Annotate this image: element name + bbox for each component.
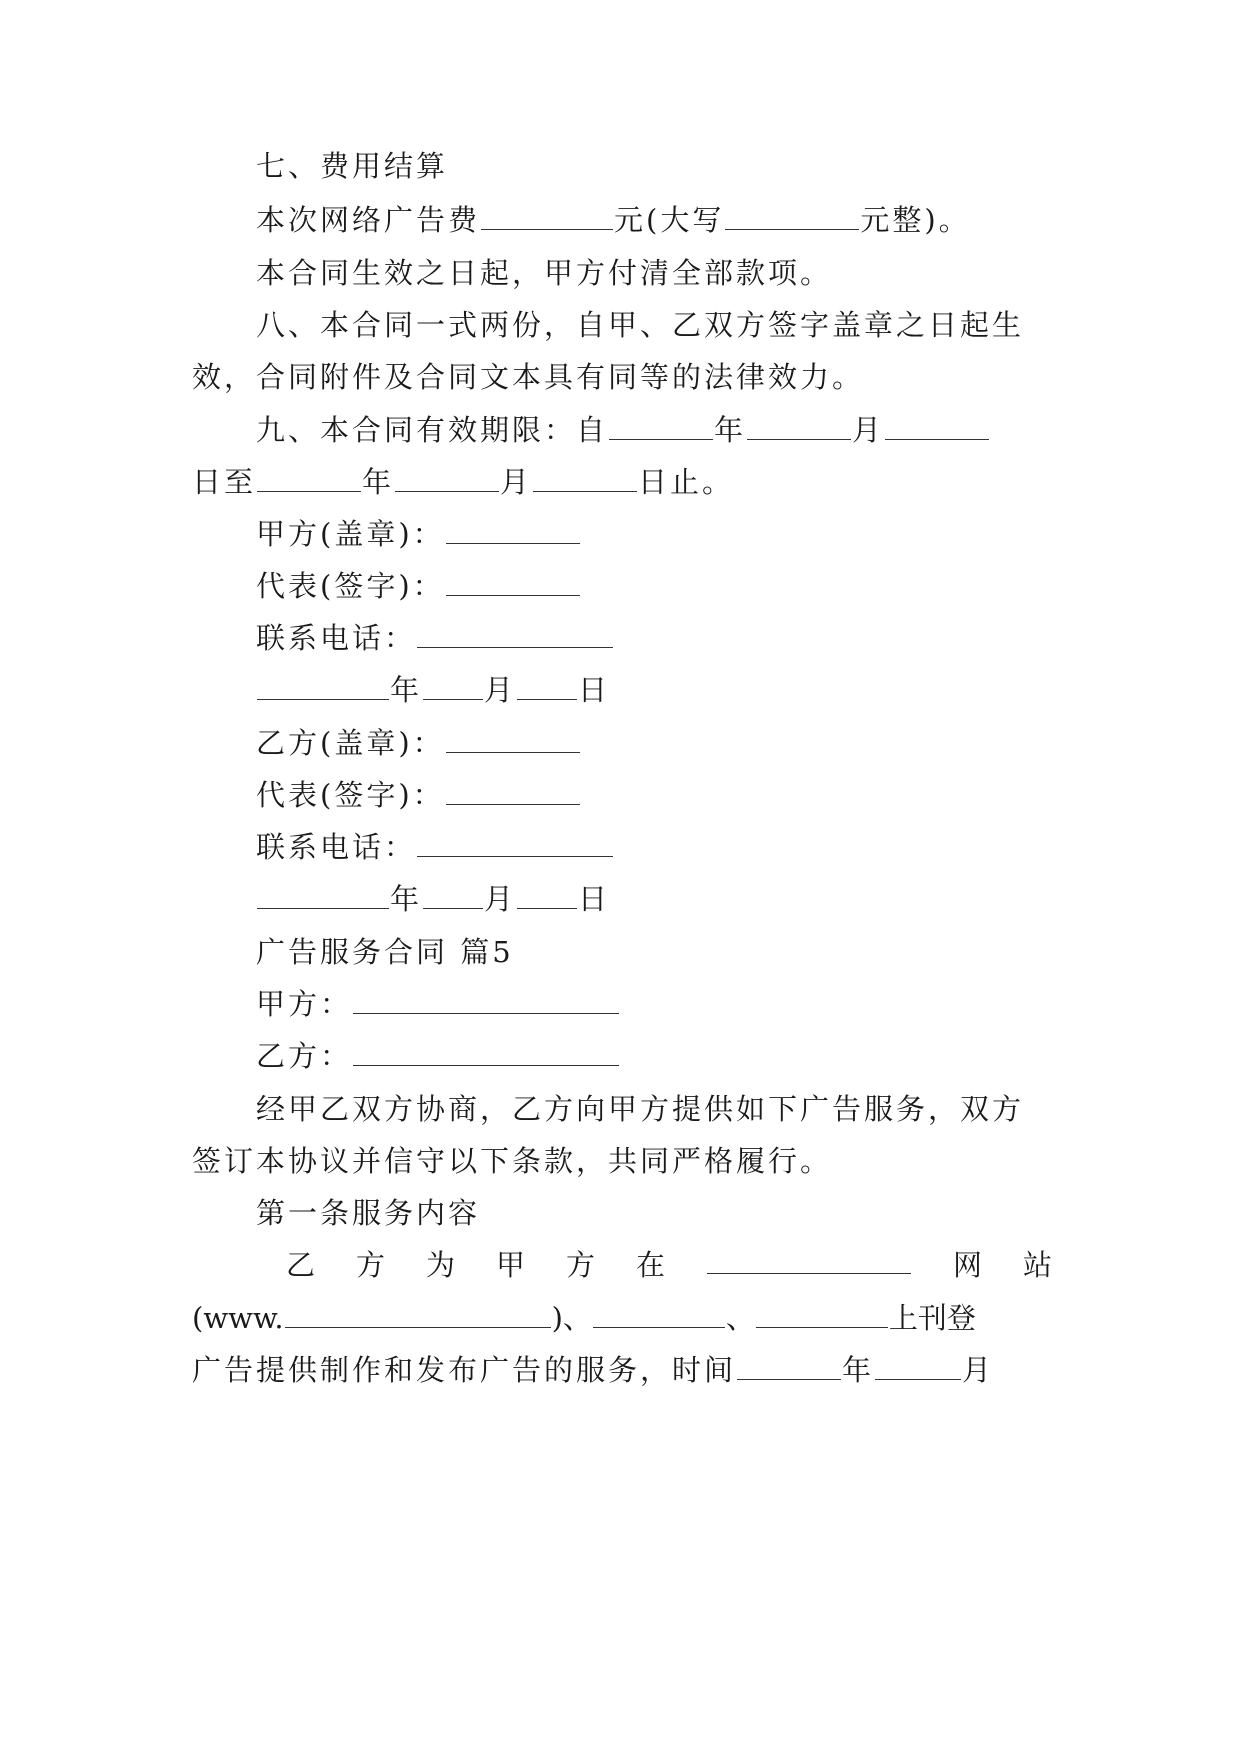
- party-b-rep-line: 代表(签字)：: [256, 775, 1052, 815]
- website-name-blank: [707, 1245, 911, 1274]
- party-b-phone-line: 联系电话：: [256, 827, 1052, 867]
- party-a-seal-line: 甲方(盖章)：: [256, 514, 1052, 554]
- party-a-seal-blank: [446, 515, 580, 544]
- party-b-rep-blank: [446, 776, 580, 805]
- validity-line-2: 日至 年 月 日止。: [192, 465, 735, 499]
- party-a-line: 甲方：: [256, 984, 1052, 1024]
- party-a-blank: [353, 985, 619, 1014]
- placement-blank-1: [593, 1299, 725, 1328]
- party-b-year-blank: [257, 880, 389, 909]
- section-7-title: 七、费用结算: [256, 149, 449, 183]
- section-8-line-2: 效，合同附件及合同文本具有同等的法律效力。: [192, 360, 865, 394]
- party-a-month-blank: [423, 671, 483, 700]
- party-a-year-blank: [257, 671, 389, 700]
- party-b-blank: [353, 1037, 619, 1066]
- party-b-line: 乙方：: [256, 1036, 1052, 1076]
- party-b-seal-blank: [446, 724, 580, 753]
- article-1-line-2: (www. )、 、 上刊登: [192, 1301, 976, 1335]
- service-month-blank: [875, 1351, 961, 1380]
- party-b-date-line: 年 月 日: [256, 879, 1052, 919]
- validity-line-1: 九、本合同有效期限：自 年 月: [256, 410, 1052, 450]
- article-1-line-1: 乙 方 为 甲 方 在 网 站: [286, 1245, 1052, 1285]
- start-year-blank: [609, 411, 713, 440]
- article-1-line-3: 广告提供制作和发布广告的服务，时间 年 月: [192, 1353, 995, 1387]
- party-b-seal-line: 乙方(盖章)：: [256, 723, 1052, 763]
- party-a-day-blank: [517, 671, 577, 700]
- party-a-rep-line: 代表(签字)：: [256, 566, 1052, 606]
- service-year-blank: [737, 1351, 841, 1380]
- end-year-blank: [257, 463, 361, 492]
- party-b-phone-blank: [417, 828, 613, 857]
- party-b-month-blank: [423, 880, 483, 909]
- party-a-phone-line: 联系电话：: [256, 618, 1052, 658]
- section-8-line-1: 八、本合同一式两份，自甲、乙双方签字盖章之日起生: [256, 308, 1025, 342]
- party-b-day-blank: [517, 880, 577, 909]
- article-1-title: 第一条服务内容: [256, 1196, 481, 1230]
- party-a-date-line: 年 月 日: [256, 670, 1052, 710]
- intro-line-2: 签订本协议并信守以下条款，共同严格履行。: [192, 1144, 833, 1178]
- party-a-rep-blank: [446, 567, 580, 596]
- end-month-blank: [395, 463, 499, 492]
- end-day-blank: [533, 463, 637, 492]
- website-url-blank: [285, 1299, 551, 1328]
- fee-amount-blank: [481, 201, 613, 230]
- fee-words-blank: [725, 201, 859, 230]
- contract-5-title: 广告服务合同 篇5: [256, 935, 514, 969]
- payment-line: 本合同生效之日起，甲方付清全部款项。: [256, 256, 833, 290]
- ad-fee-line: 本次网络广告费 元(大写 元整)。: [256, 203, 971, 237]
- start-day-blank: [885, 411, 989, 440]
- intro-line-1: 经甲乙双方协商，乙方向甲方提供如下广告服务，双方: [256, 1092, 1025, 1126]
- start-month-blank: [747, 411, 851, 440]
- party-a-phone-blank: [417, 619, 613, 648]
- placement-blank-2: [756, 1299, 888, 1328]
